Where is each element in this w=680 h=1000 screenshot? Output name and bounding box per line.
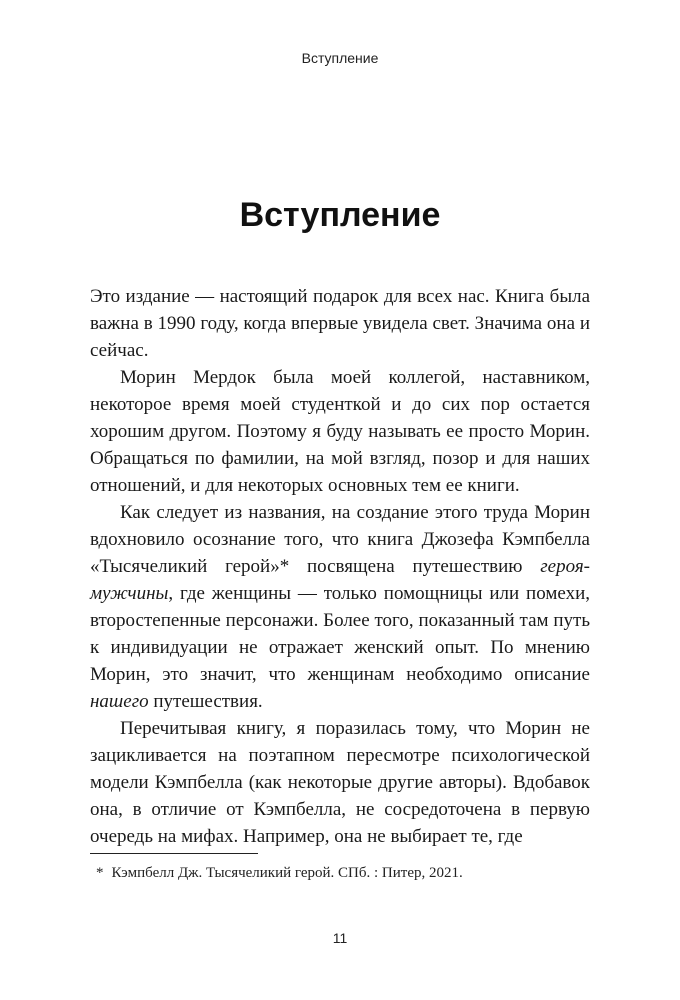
chapter-title: Вступление (239, 196, 441, 234)
text-run: путешествия. (148, 691, 263, 712)
footnote (96, 864, 576, 882)
footnote-text: Кэмпбелл Дж. Тысячеликий герой. СПб. : Питер, 2021. (111, 865, 463, 881)
emphasis-text: героя-мужчины (90, 556, 590, 604)
text-run: Это издание — настоящий подарок для всех нас. Книга была важна в 1990 году, когда впервые увидела свет. Значима она и сейчас. (90, 286, 590, 361)
body-text (90, 283, 590, 850)
text-run: Морин Мердок была моей коллегой, наставником, некоторое время моей студенткой и до сих пор остается хорошим другом. Поэтому я буду называть ее просто Морин. Обращаться по фамилии, на мой взгляд, позор и для наших отношений, и для некоторых основных тем ее книги. (90, 367, 590, 496)
running-head: Вступление (301, 50, 379, 66)
paragraph (90, 364, 590, 499)
text-run: , где женщины — только помощницы или помехи, второстепенные персонажи. Более того, показанный там путь к индивидуации не отражает женский опыт. По мнению Морин, это значит, что женщинам необходимо описание (90, 583, 590, 685)
paragraph (90, 499, 590, 715)
footnote-divider (90, 853, 258, 854)
footnote-mark: * (96, 865, 104, 881)
text-run: Как следует из названия, на создание этого труда Морин вдохновило осознание того, что книга Джозефа Кэмпбелла «Тысячеликий герой»* посвящена путешествию (90, 502, 590, 577)
text-run: Перечитывая книгу, я поразилась тому, что Морин не зацикливается на поэтапном пересмотре психологической модели Кэмпбелла (как некоторые другие авторы). Вдобавок она, в отличие от Кэмпбелла, не сосредоточена в первую очередь на мифах. Например, она не выбирает те, где (90, 718, 590, 847)
emphasis-text: нашего (90, 691, 149, 712)
paragraph (90, 283, 590, 364)
page-number: 11 (332, 930, 348, 946)
paragraph (90, 715, 590, 850)
